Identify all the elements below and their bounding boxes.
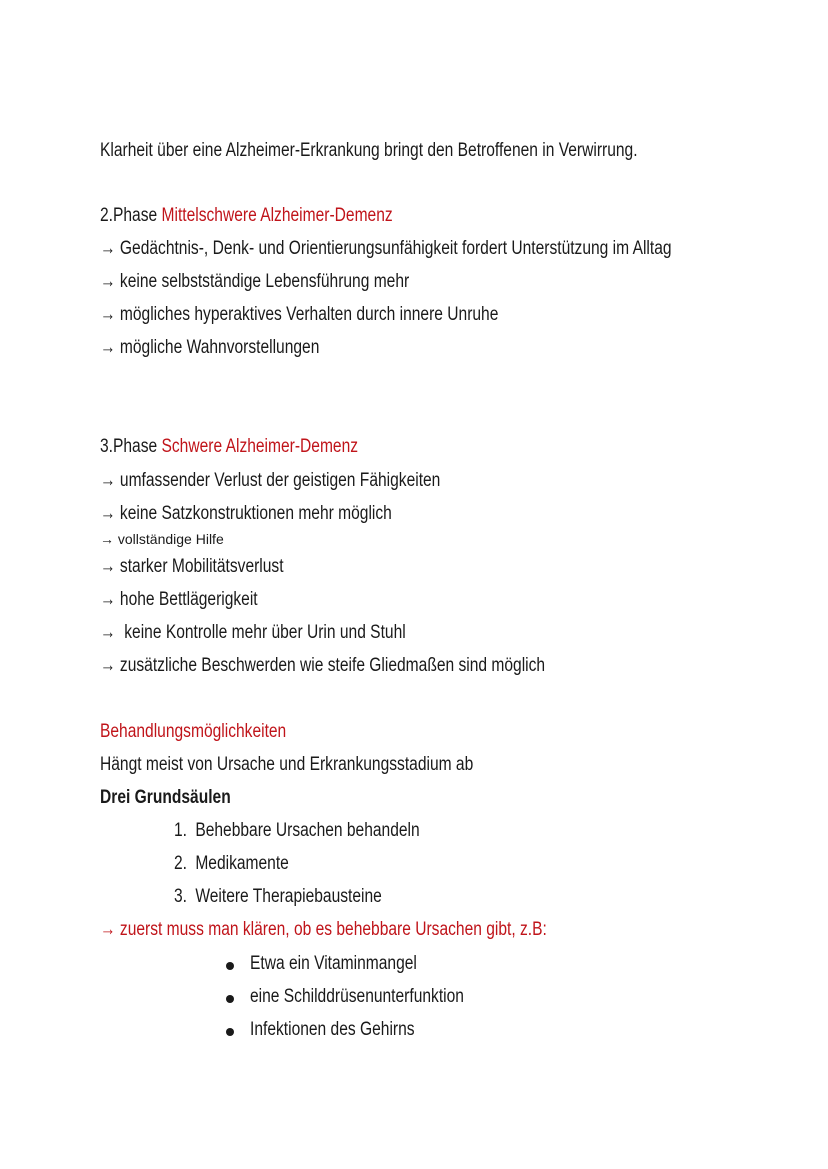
arrow-icon: → xyxy=(100,337,116,358)
list-item-text: keine Satzkonstruktionen mehr möglich xyxy=(119,503,392,524)
bullet-icon xyxy=(226,995,234,1003)
list-item-text: starker Mobilitätsverlust xyxy=(119,556,284,577)
arrow-icon: → xyxy=(100,655,116,676)
intro-text: Klarheit über eine Alzheimer-Erkrankung bringt den Betroffenen in Verwirrung. xyxy=(100,140,638,161)
list-item-text: keine Kontrolle mehr über Urin und Stuhl xyxy=(119,622,406,643)
arrow-icon: → xyxy=(100,556,116,577)
numbered-item xyxy=(174,852,289,876)
arrow-icon: → xyxy=(100,919,116,940)
list-item xyxy=(100,502,392,526)
phase3-prefix: 3.Phase xyxy=(100,436,162,457)
numbered-item xyxy=(174,885,382,909)
list-item-text: hohe Bettlägerigkeit xyxy=(119,589,258,610)
item-text: Behebbare Ursachen behandeln xyxy=(195,820,420,841)
item-number: 1. xyxy=(174,820,188,841)
list-item xyxy=(100,588,258,612)
list-item-text: mögliches hyperaktives Verhalten durch innere Unruhe xyxy=(119,304,499,325)
arrow-icon: → xyxy=(100,304,116,325)
arrow-icon: → xyxy=(100,470,116,491)
list-item-text: zusätzliche Beschwerden wie steife Gliedmaßen sind möglich xyxy=(119,655,546,676)
item-text: Medikamente xyxy=(195,853,289,874)
list-item xyxy=(100,530,224,548)
note-text: zuerst muss man klären, ob es behebbare Ursachen gibt, z.B: xyxy=(119,919,547,940)
list-item xyxy=(100,654,545,678)
phase2-heading xyxy=(100,204,393,228)
bullet-item: Infektionen des Gehirns xyxy=(250,1019,415,1040)
list-item xyxy=(100,336,319,360)
list-item-text: vollständige Hilfe xyxy=(117,531,224,547)
arrow-icon: → xyxy=(100,589,116,610)
list-item-text: Gedächtnis-, Denk- und Orientierungsunfähigkeit fordert Unterstützung im Alltag xyxy=(119,238,672,259)
item-number: 2. xyxy=(174,853,188,874)
note-line xyxy=(100,918,547,942)
pillars-heading: Drei Grundsäulen xyxy=(100,787,231,808)
list-item xyxy=(100,237,672,261)
phase2-title: Mittelschwere Alzheimer-Demenz xyxy=(161,205,393,226)
list-item-text: umfassender Verlust der geistigen Fähigkeiten xyxy=(119,470,441,491)
phase3-heading xyxy=(100,435,358,459)
list-item xyxy=(100,303,498,327)
bullet-icon xyxy=(226,1028,234,1036)
arrow-icon: → xyxy=(100,531,114,547)
list-item xyxy=(100,270,409,294)
bullet-item: Etwa ein Vitaminmangel xyxy=(250,953,417,974)
arrow-icon: → xyxy=(100,238,116,259)
list-item xyxy=(100,621,406,645)
list-item-text: keine selbstständige Lebensführung mehr xyxy=(119,271,410,292)
list-item-text: mögliche Wahnvorstellungen xyxy=(119,337,320,358)
list-item xyxy=(100,469,440,493)
bullet-icon xyxy=(226,962,234,970)
phase3-title: Schwere Alzheimer-Demenz xyxy=(161,436,359,457)
arrow-icon: → xyxy=(100,503,116,524)
item-number: 3. xyxy=(174,886,188,907)
phase2-prefix: 2.Phase xyxy=(100,205,162,226)
numbered-item xyxy=(174,819,420,843)
arrow-icon: → xyxy=(100,271,116,292)
bullet-item: eine Schilddrüsenunterfunktion xyxy=(250,986,464,1007)
treatment-subtitle: Hängt meist von Ursache und Erkrankungsstadium ab xyxy=(100,754,474,775)
list-item xyxy=(100,555,284,579)
arrow-icon: → xyxy=(100,622,116,643)
treatment-heading: Behandlungsmöglichkeiten xyxy=(100,721,287,742)
item-text: Weitere Therapiebausteine xyxy=(195,886,382,907)
